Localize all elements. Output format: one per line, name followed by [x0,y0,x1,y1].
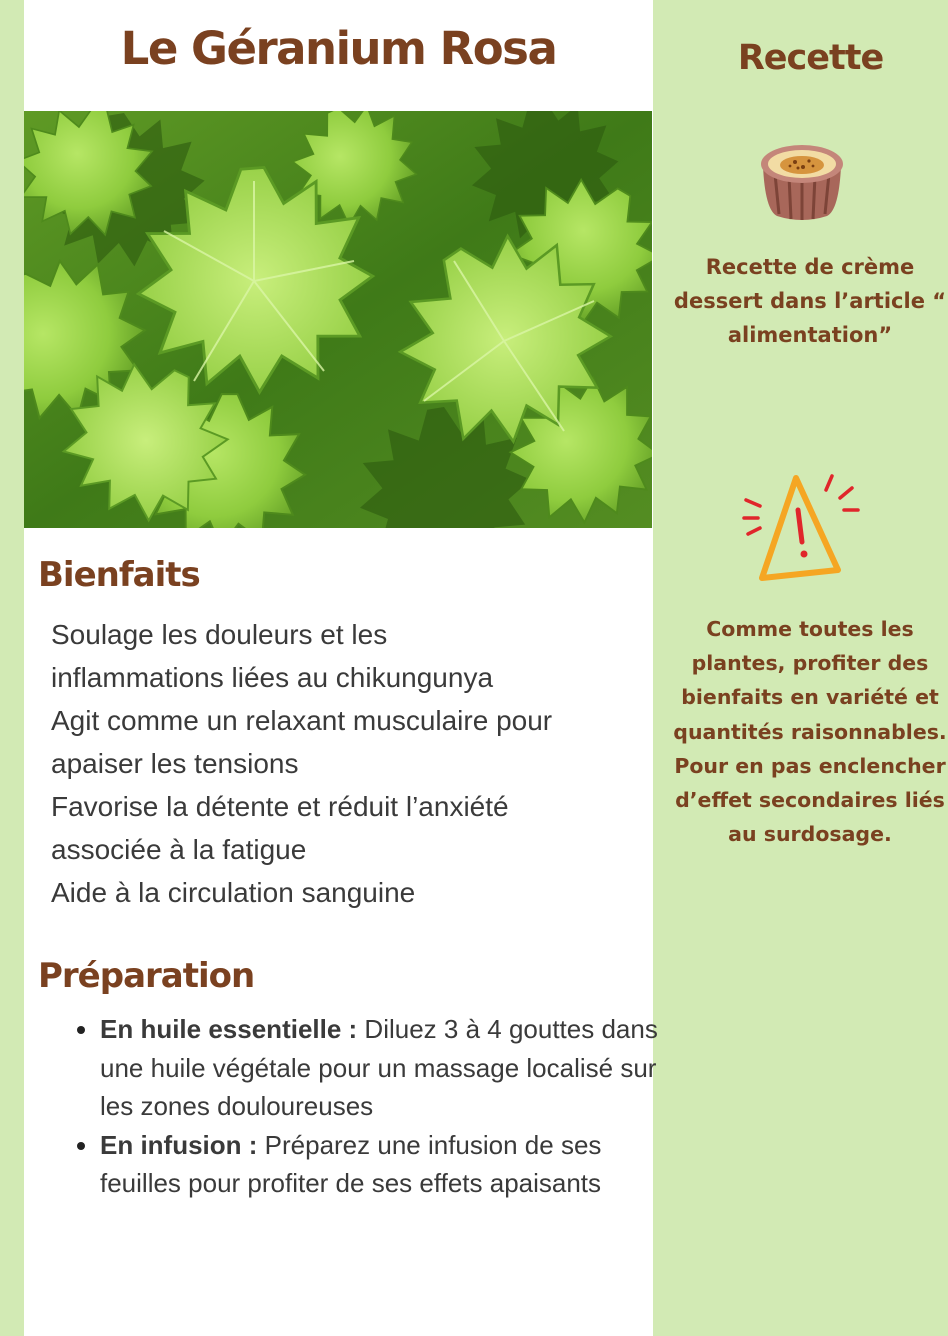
preparation-item [100,1010,660,1126]
page-title: Le Géranium Rosa [120,22,557,75]
preparation-list [62,1010,660,1203]
benefits-heading: Bienfaits [38,555,200,595]
warning-note: Comme toutes les plantes, profiter des bienfaits en variété et quantités raisonnables. Pour en pas enclencher d’effet secondaires liés au surdosage. [673,617,947,847]
preparation-item-label: En huile essentielle : [100,1014,358,1044]
benefit-line: Agit comme un relaxant musculaire pour [51,705,553,736]
benefit-line: apaiser les tensions [51,748,299,779]
benefits-list [51,613,641,914]
left-accent-strip [0,0,24,1336]
benefit-line: associée à la fatigue [51,834,307,865]
benefit-line: Aide à la circulation sanguine [51,877,416,908]
preparation-item [100,1126,660,1203]
creme-brulee-icon [757,140,847,222]
preparation-heading: Préparation [38,956,255,996]
sidebar-title: Recette [737,38,884,78]
preparation-item-text: Diluez 3 à 4 gouttes dans une huile végétale pour un massage localisé sur les zones douloureuses [100,1014,658,1121]
benefit-line: Favorise la détente et réduit l’anxiété [51,791,509,822]
preparation-item-label: En infusion : [100,1129,258,1160]
preparation-item-text: Préparez une infusion de ses feuilles pour profiter de ses effets apaisants [100,1129,602,1198]
benefit-line: Soulage les douleurs et les [51,619,388,650]
recipe-note: Recette de crème dessert dans l’article “ alimentation” [673,255,947,347]
benefit-line: inflammations liées au chikungunya [51,662,494,693]
geranium-leaves-image [24,111,652,528]
warning-triangle-icon [738,466,866,586]
